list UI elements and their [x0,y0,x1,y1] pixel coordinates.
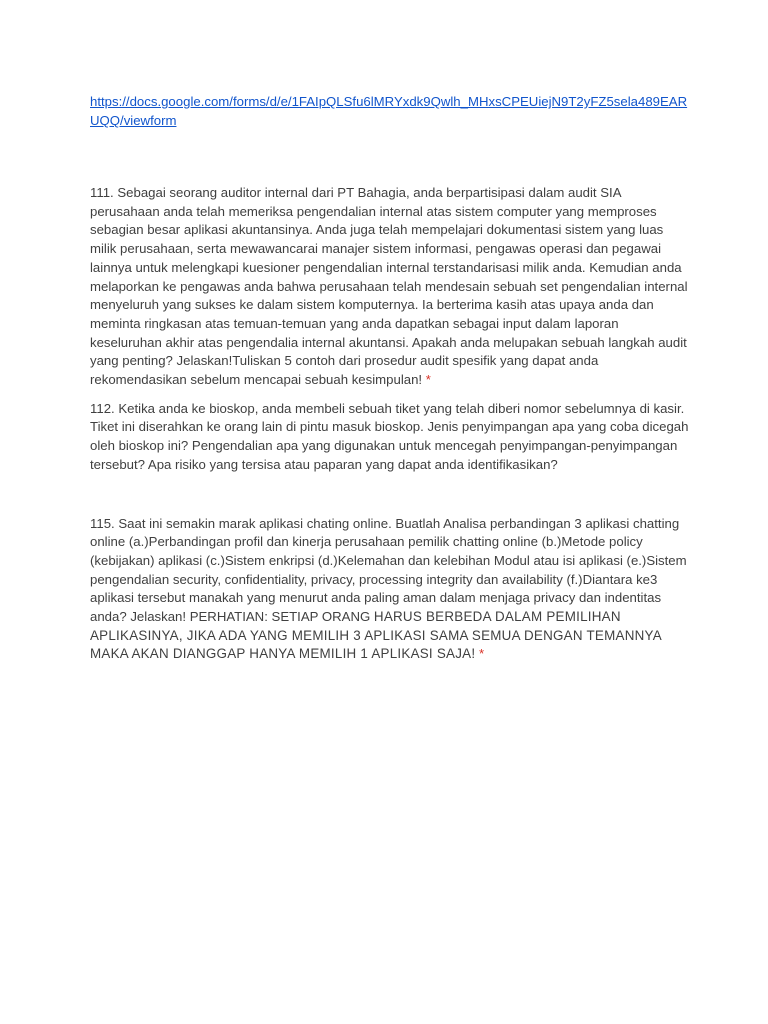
question-112 [90,400,690,475]
required-asterisk-115: * [479,646,485,662]
question-115-text: 115. Saat ini semakin marak aplikasi chating online. Buatlah Analisa perbandingan 3 aplikasi chatting online (a.)Perbandingan profil dan kinerja perusahaan pemilik chatting online (b.)Metode policy (kebijakan) aplikasi (c.)Sistem enkripsi (d.)Kelemahan dan kelebihan Modul atau isi aplikasi (e.)Sistem pengendalian security, confidentiality, privacy, processing integrity dan availability (f.)Diantara ke3 aplikasi tersebut manakah yang menurut anda paling aman dalam menjaga privacy dan indentitas anda? Jelaskan! PERHATIAN: SETIAP ORANG [90,515,687,625]
question-111 [90,184,690,390]
question-115 [90,515,690,665]
question-112-text: 112. Ketika anda ke bioskop, anda membeli sebuah tiket yang telah diberi nomor sebelumnya di kasir. Tiket ini diserahkan ke orang lain di pintu masuk bioskop. Jenis penyimpangan apa yang coba dicegah oleh bioskop ini? Pengendalian apa yang digunakan untuk mencegah penyimpangan-penyimpangan tersebut? Apa risiko yang tersisa atau paparan yang dapat anda identifikasikan? [90,400,689,472]
question-115-notice: HARUS BERBEDA DALAM PEMILIHAN APLIKASINYA, JIKA ADA YANG MEMILIH 3 APLIKASI SAMA SEMUA DENGAN TEMANNYA MAKA AKAN DIANGGAP HANYA MEMILIH 1 APLIKASI SAJA! [90,609,662,662]
required-asterisk-111: * [425,372,431,388]
document-body [90,92,690,664]
question-111-text: 111. Sebagai seorang auditor internal dari PT Bahagia, anda berpartisipasi dalam audit SIA perusahaan anda telah memeriksa pengendalian internal atas sistem computer yang memproses sebagian besar aplikasi akuntansinya. Anda juga telah mempelajari dokumentasi sistem yang luas milik perusahaan, serta mewawancarai manajer sistem informasi, pengawas operasi dan pegawai lainnya untuk melengkapi kuesioner pengendalian internal terstandarisasi milik anda. Kemudian anda melaporkan ke pengawas anda bahwa perusahaan telah mendesain sebuah set pengendalian internal menyeluruh yang sukses ke dalam sistem komputernya. Ia berterima kasih atas upaya anda dan meminta ringkasan atas temuan-temuan yang anda dapatkan sebagai input dalam laporan keseluruhan akhir atas pengendalia internal akuntansi. Apakah anda melupakan sebuah langkah audit yang penting? Jelaskan!Tuliskan 5 contoh dari prosedur audit spesifik yang dapat anda rekomendasikan sebelum mencapai sebuah kesimpulan! [90,185,688,388]
form-link[interactable]: https://docs.google.com/forms/d/e/1FAIpQLSfu6lMRYxdk9Qwlh_MHxsCPEUiejN9T2yFZ5sela489EARUQQ/viewform [90,94,688,128]
